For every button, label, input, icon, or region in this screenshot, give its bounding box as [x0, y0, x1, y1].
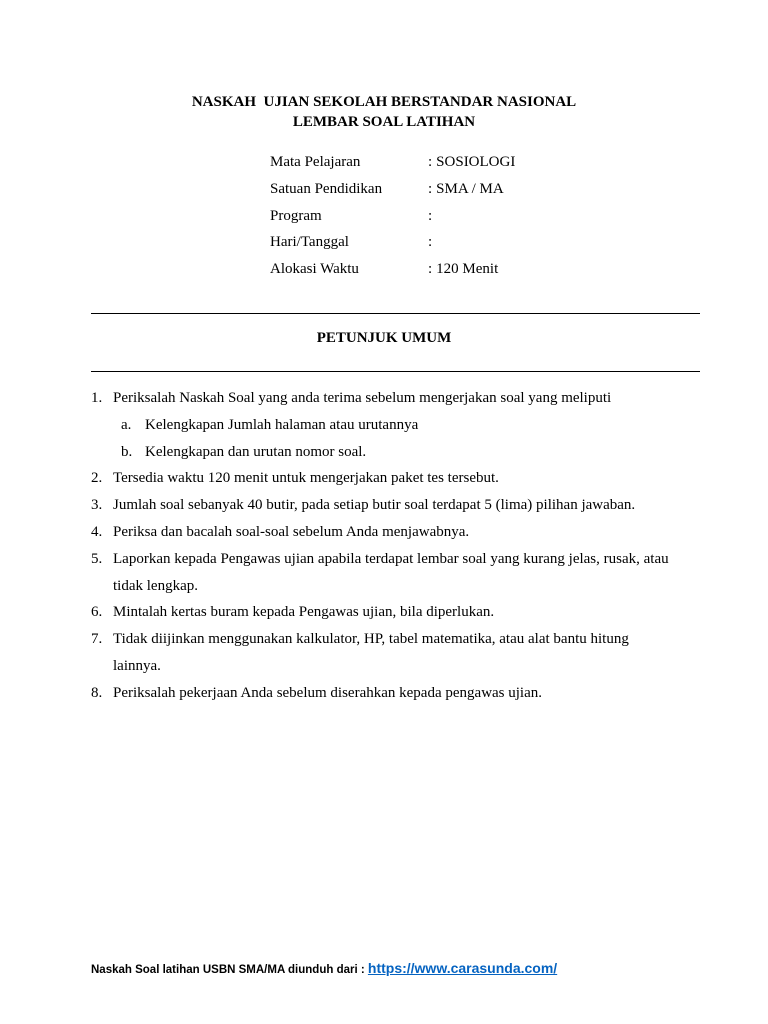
instruction-number: 5. [91, 550, 103, 567]
instruction-text: Laporkan kepada Pengawas ujian apabila terdapat lembar soal yang kurang jelas, rusak, atau tidak lengkap. [113, 550, 669, 594]
page-footer [91, 958, 731, 980]
info-value: SMA / MA [436, 180, 504, 197]
instruction-number: 8. [91, 684, 103, 701]
instruction-item [91, 492, 675, 519]
instruction-number: 4. [91, 523, 103, 540]
footer-source-text: Naskah Soal latihan USBN SMA/MA diunduh dari : [91, 964, 368, 976]
instruction-number: 3. [91, 497, 103, 514]
info-row-school-level [270, 176, 590, 203]
info-row-duration [270, 256, 590, 283]
instruction-text: Periksalah Naskah Soal yang anda terima sebelum mengerjakan soal yang meliputi [113, 390, 612, 406]
info-separator: : [428, 180, 433, 197]
info-label: Program [270, 207, 322, 224]
exam-info-table [270, 149, 590, 283]
document-title [0, 92, 768, 132]
instruction-item [91, 385, 675, 412]
info-row-program [270, 203, 590, 230]
subitem-letter: a. [121, 416, 132, 433]
section-heading: PETUNJUK UMUM [316, 330, 452, 346]
subitem-text: Kelengkapan Jumlah halaman atau urutannya [145, 416, 419, 433]
info-label: Hari/Tanggal [270, 234, 349, 251]
instruction-number: 6. [91, 604, 103, 621]
divider-top [91, 313, 700, 314]
instruction-subitem [91, 439, 675, 466]
info-separator: : [428, 207, 433, 224]
instruction-text: Periksalah pekerjaan Anda sebelum diserahkan kepada pengawas ujian. [113, 684, 543, 701]
info-separator: : [428, 261, 433, 277]
instruction-list [91, 385, 675, 707]
instruction-text: Periksa dan bacalah soal-soal sebelum Anda menjawabnya. [113, 523, 470, 540]
instruction-item [91, 626, 675, 680]
instruction-text: Tersedia waktu 120 menit untuk mengerjakan paket tes tersebut. [113, 470, 499, 487]
subitem-text: Kelengkapan dan urutan nomor soal. [145, 443, 367, 460]
instruction-subitem [91, 412, 675, 439]
info-label: Alokasi Waktu [270, 261, 359, 277]
instruction-item [91, 599, 675, 626]
instruction-item [91, 680, 675, 707]
info-value: SOSIOLOGI [436, 154, 516, 170]
instruction-number: 2. [91, 470, 103, 487]
info-label: Satuan Pendidikan [270, 180, 383, 197]
instruction-number: 7. [91, 631, 103, 648]
title-line-sub: LEMBAR SOAL LATIHAN [292, 114, 476, 130]
instruction-text: Jumlah soal sebanyak 40 butir, pada setiap butir soal terdapat 5 (lima) pilihan jawaban. [113, 497, 636, 514]
instruction-number: 1. [91, 390, 103, 406]
footer-source-link[interactable]: https://www.carasunda.com/ [367, 960, 558, 976]
instruction-item [91, 465, 675, 492]
info-row-subject [270, 149, 590, 176]
info-separator: : [428, 154, 433, 170]
info-row-date [270, 229, 590, 256]
instruction-item [91, 519, 675, 546]
instruction-text: Mintalah kertas buram kepada Pengawas ujian, bila diperlukan. [113, 604, 495, 621]
info-separator: : [428, 234, 433, 251]
info-value: 120 Menit [436, 261, 499, 277]
divider-bottom [91, 371, 700, 372]
instruction-text: Tidak diijinkan menggunakan kalkulator, HP, tabel matematika, atau alat bantu hitung lainnya. [113, 631, 629, 674]
subitem-letter: b. [121, 443, 133, 460]
title-line-main: NASKAH UJIAN SEKOLAH BERSTANDAR NASIONAL [191, 94, 577, 110]
instruction-item [91, 546, 675, 600]
info-label: Mata Pelajaran [270, 154, 361, 170]
